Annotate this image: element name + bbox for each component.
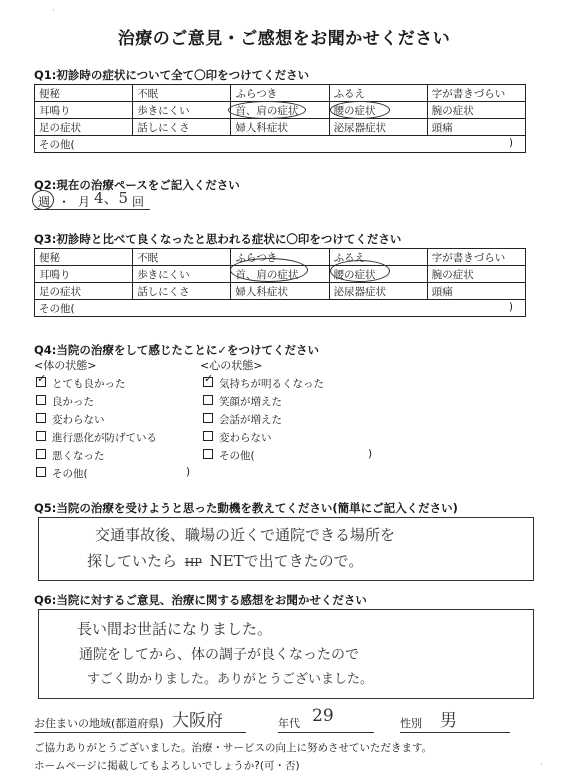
table-row (35, 266, 526, 283)
q1-cell[interactable]: 足の症状 (35, 119, 133, 136)
residence-underline (34, 732, 246, 733)
q1-cell[interactable]: 話しにくさ (133, 119, 231, 136)
checkbox[interactable] (36, 431, 46, 441)
q2-month[interactable]: 月 (78, 195, 91, 209)
q5-line2-start: 探していたら (87, 552, 178, 570)
check-mark-icon: ✓ (204, 372, 214, 385)
q1-cell[interactable]: ふらつき (231, 85, 329, 102)
q3-other-close: ) (508, 301, 513, 313)
q1-cell[interactable]: 泌尿器症状 (329, 119, 427, 136)
option-label: 変わらない (52, 414, 105, 426)
q1-cell[interactable]: 不眠 (133, 85, 231, 102)
gender-value[interactable]: 男 (440, 711, 457, 731)
q1-other-label: その他( (39, 138, 75, 151)
q4-body-option[interactable] (36, 412, 105, 427)
q5-answer-box[interactable] (38, 517, 534, 581)
q2-heading: Q2:現在の治療ペースをご記入ください (34, 178, 240, 192)
q3-cell[interactable]: 話しにくさ (133, 283, 231, 300)
q3-symptom-table (34, 248, 526, 317)
q3-cell[interactable]: 泌尿器症状 (329, 283, 427, 300)
option-label: 変わらない (219, 432, 272, 444)
checkbox-checked[interactable] (203, 372, 214, 387)
q3-other-field[interactable] (35, 300, 526, 317)
option-label: 進行悪化が防げている (52, 432, 157, 444)
q3-cell[interactable]: 頭痛 (427, 283, 525, 300)
q2-week[interactable]: 週 (38, 195, 51, 209)
q2-underline (34, 209, 150, 210)
q3-cell[interactable]: 不眠 (133, 249, 231, 266)
scan-speck-icon: · (540, 760, 543, 770)
q3-cell[interactable]: ふらつき (231, 249, 329, 266)
gender-underline (400, 732, 510, 733)
age-underline (278, 732, 374, 733)
table-row (35, 85, 526, 102)
checkbox[interactable] (36, 413, 46, 423)
q3-cell[interactable]: 腕の症状 (427, 266, 525, 283)
q1-other-field[interactable] (35, 136, 526, 153)
q1-cell[interactable]: 字が書きづらい (427, 85, 525, 102)
q1-cell[interactable]: 頭痛 (427, 119, 525, 136)
option-label: その他( (219, 450, 255, 462)
checkbox[interactable] (203, 449, 213, 459)
q6-heading: Q6:当院に対するご意見、治療に関する感想をお聞かせください (34, 593, 367, 607)
q4-body-option[interactable] (36, 394, 94, 409)
q3-cell[interactable]: 字が書きづらい (427, 249, 525, 266)
q6-handwriting-line1: 長い間お世話になりました。 (77, 620, 273, 638)
q1-cell[interactable]: 腰の症状 (329, 102, 427, 119)
thanks-note: ご協力ありがとうございました。治療・サービスの向上に努めさせていただきます。 (34, 742, 433, 754)
checkbox-checked[interactable] (36, 372, 47, 387)
homepage-permission: ホームページに掲載してもよろしいでしょうか?(可・否) (34, 760, 300, 772)
checkbox[interactable] (36, 467, 46, 477)
q4-mind-option[interactable] (203, 394, 282, 409)
q1-cell[interactable]: 首、肩の症状 (231, 102, 329, 119)
q1-cell[interactable]: 婦人科症状 (231, 119, 329, 136)
residence-value[interactable]: 大阪府 (172, 711, 223, 731)
checkbox[interactable] (203, 413, 213, 423)
q3-cell[interactable]: 足の症状 (35, 283, 133, 300)
age-label: 年代 (278, 717, 300, 730)
q4-mind-title: <心の状態> (200, 359, 263, 372)
q5-handwriting-line2 (87, 550, 363, 571)
q4-heading: Q4:当院の治療をして感じたことに✓をつけてください (34, 343, 320, 357)
q4-mind-option[interactable] (203, 448, 255, 463)
q3-cell[interactable]: 歩きにくい (133, 266, 231, 283)
q3-other-label: その他( (39, 302, 75, 315)
q4-mind-option[interactable] (203, 412, 282, 427)
q3-heading: Q3:初診時と比べて良くなったと思われる症状に〇印をつけてください (34, 232, 402, 246)
q1-heading: Q1:初診時の症状について全て〇印をつけてください (34, 68, 310, 82)
q1-cell[interactable]: ふるえ (329, 85, 427, 102)
scan-speck-icon: · (52, 6, 55, 16)
option-label: 会話が増えた (219, 414, 282, 426)
q5-handwriting-line1: 交通事故後、職場の近くで通院できる場所を (95, 526, 396, 544)
option-label: 気持ちが明るくなった (219, 378, 324, 390)
q3-cell[interactable]: 腰の症状 (329, 266, 427, 283)
table-row (35, 300, 526, 317)
q1-other-close: ) (508, 137, 513, 149)
table-row (35, 102, 526, 119)
option-label: その他( (52, 468, 88, 480)
q6-answer-box[interactable] (38, 609, 534, 699)
option-label: とても良かった (52, 378, 126, 390)
table-row (35, 283, 526, 300)
q3-cell[interactable]: 首、肩の症状 (231, 266, 329, 283)
q1-symptom-table (34, 84, 526, 153)
age-value[interactable]: 29 (312, 706, 334, 726)
q4-mind-other-close: ) (368, 448, 373, 460)
q3-cell[interactable]: 便秘 (35, 249, 133, 266)
q3-cell[interactable]: 耳鳴り (35, 266, 133, 283)
q4-body-title: <体の状態> (34, 359, 97, 372)
option-label: 良かった (52, 396, 94, 408)
q1-cell[interactable]: 耳鳴り (35, 102, 133, 119)
option-label: 悪くなった (52, 450, 105, 462)
checkbox[interactable] (36, 395, 46, 405)
q4-body-option[interactable] (36, 372, 126, 391)
q4-body-option[interactable] (36, 430, 157, 445)
page-title: 治療のご意見・ご感想をお聞かせください (117, 29, 451, 49)
q1-cell[interactable]: 便秘 (35, 85, 133, 102)
table-row (35, 119, 526, 136)
q4-body-option[interactable] (36, 448, 105, 463)
checkbox[interactable] (36, 449, 46, 459)
q6-handwriting-line3: すごく助かりました。ありがとうございました。 (87, 672, 374, 687)
q4-mind-option[interactable] (203, 372, 324, 391)
residence-field (34, 715, 164, 731)
q2-unit: 回 (132, 195, 145, 209)
q5-heading: Q5:当院の治療を受けようと思った動機を教えてください(簡単にご記入ください) (34, 501, 458, 515)
q2-separator: ・ (58, 195, 71, 209)
check-mark-icon: ✓ (37, 372, 47, 385)
table-row (35, 136, 526, 153)
q3-cell[interactable]: ふるえ (329, 249, 427, 266)
checkbox[interactable] (203, 395, 213, 405)
q6-handwriting-line2: 通院をしてから、体の調子が良くなったので (79, 647, 359, 663)
q1-cell[interactable]: 腕の症状 (427, 102, 525, 119)
residence-label: お住まいの地域(都道府県) (34, 717, 164, 730)
option-label: 笑顔が増えた (219, 396, 282, 408)
checkbox[interactable] (203, 431, 213, 441)
q5-line2-rest: NETで出てきたので。 (209, 552, 364, 570)
gender-label: 性別 (400, 717, 422, 730)
q5-struck-text: HP (184, 556, 202, 569)
q3-cell[interactable]: 婦人科症状 (231, 283, 329, 300)
q4-body-other-close: ) (186, 466, 191, 478)
q2-count-handwriting: 4、5 (94, 189, 129, 207)
q1-cell[interactable]: 歩きにくい (133, 102, 231, 119)
q4-body-option[interactable] (36, 466, 88, 481)
q4-mind-option[interactable] (203, 430, 272, 445)
table-row (35, 249, 526, 266)
